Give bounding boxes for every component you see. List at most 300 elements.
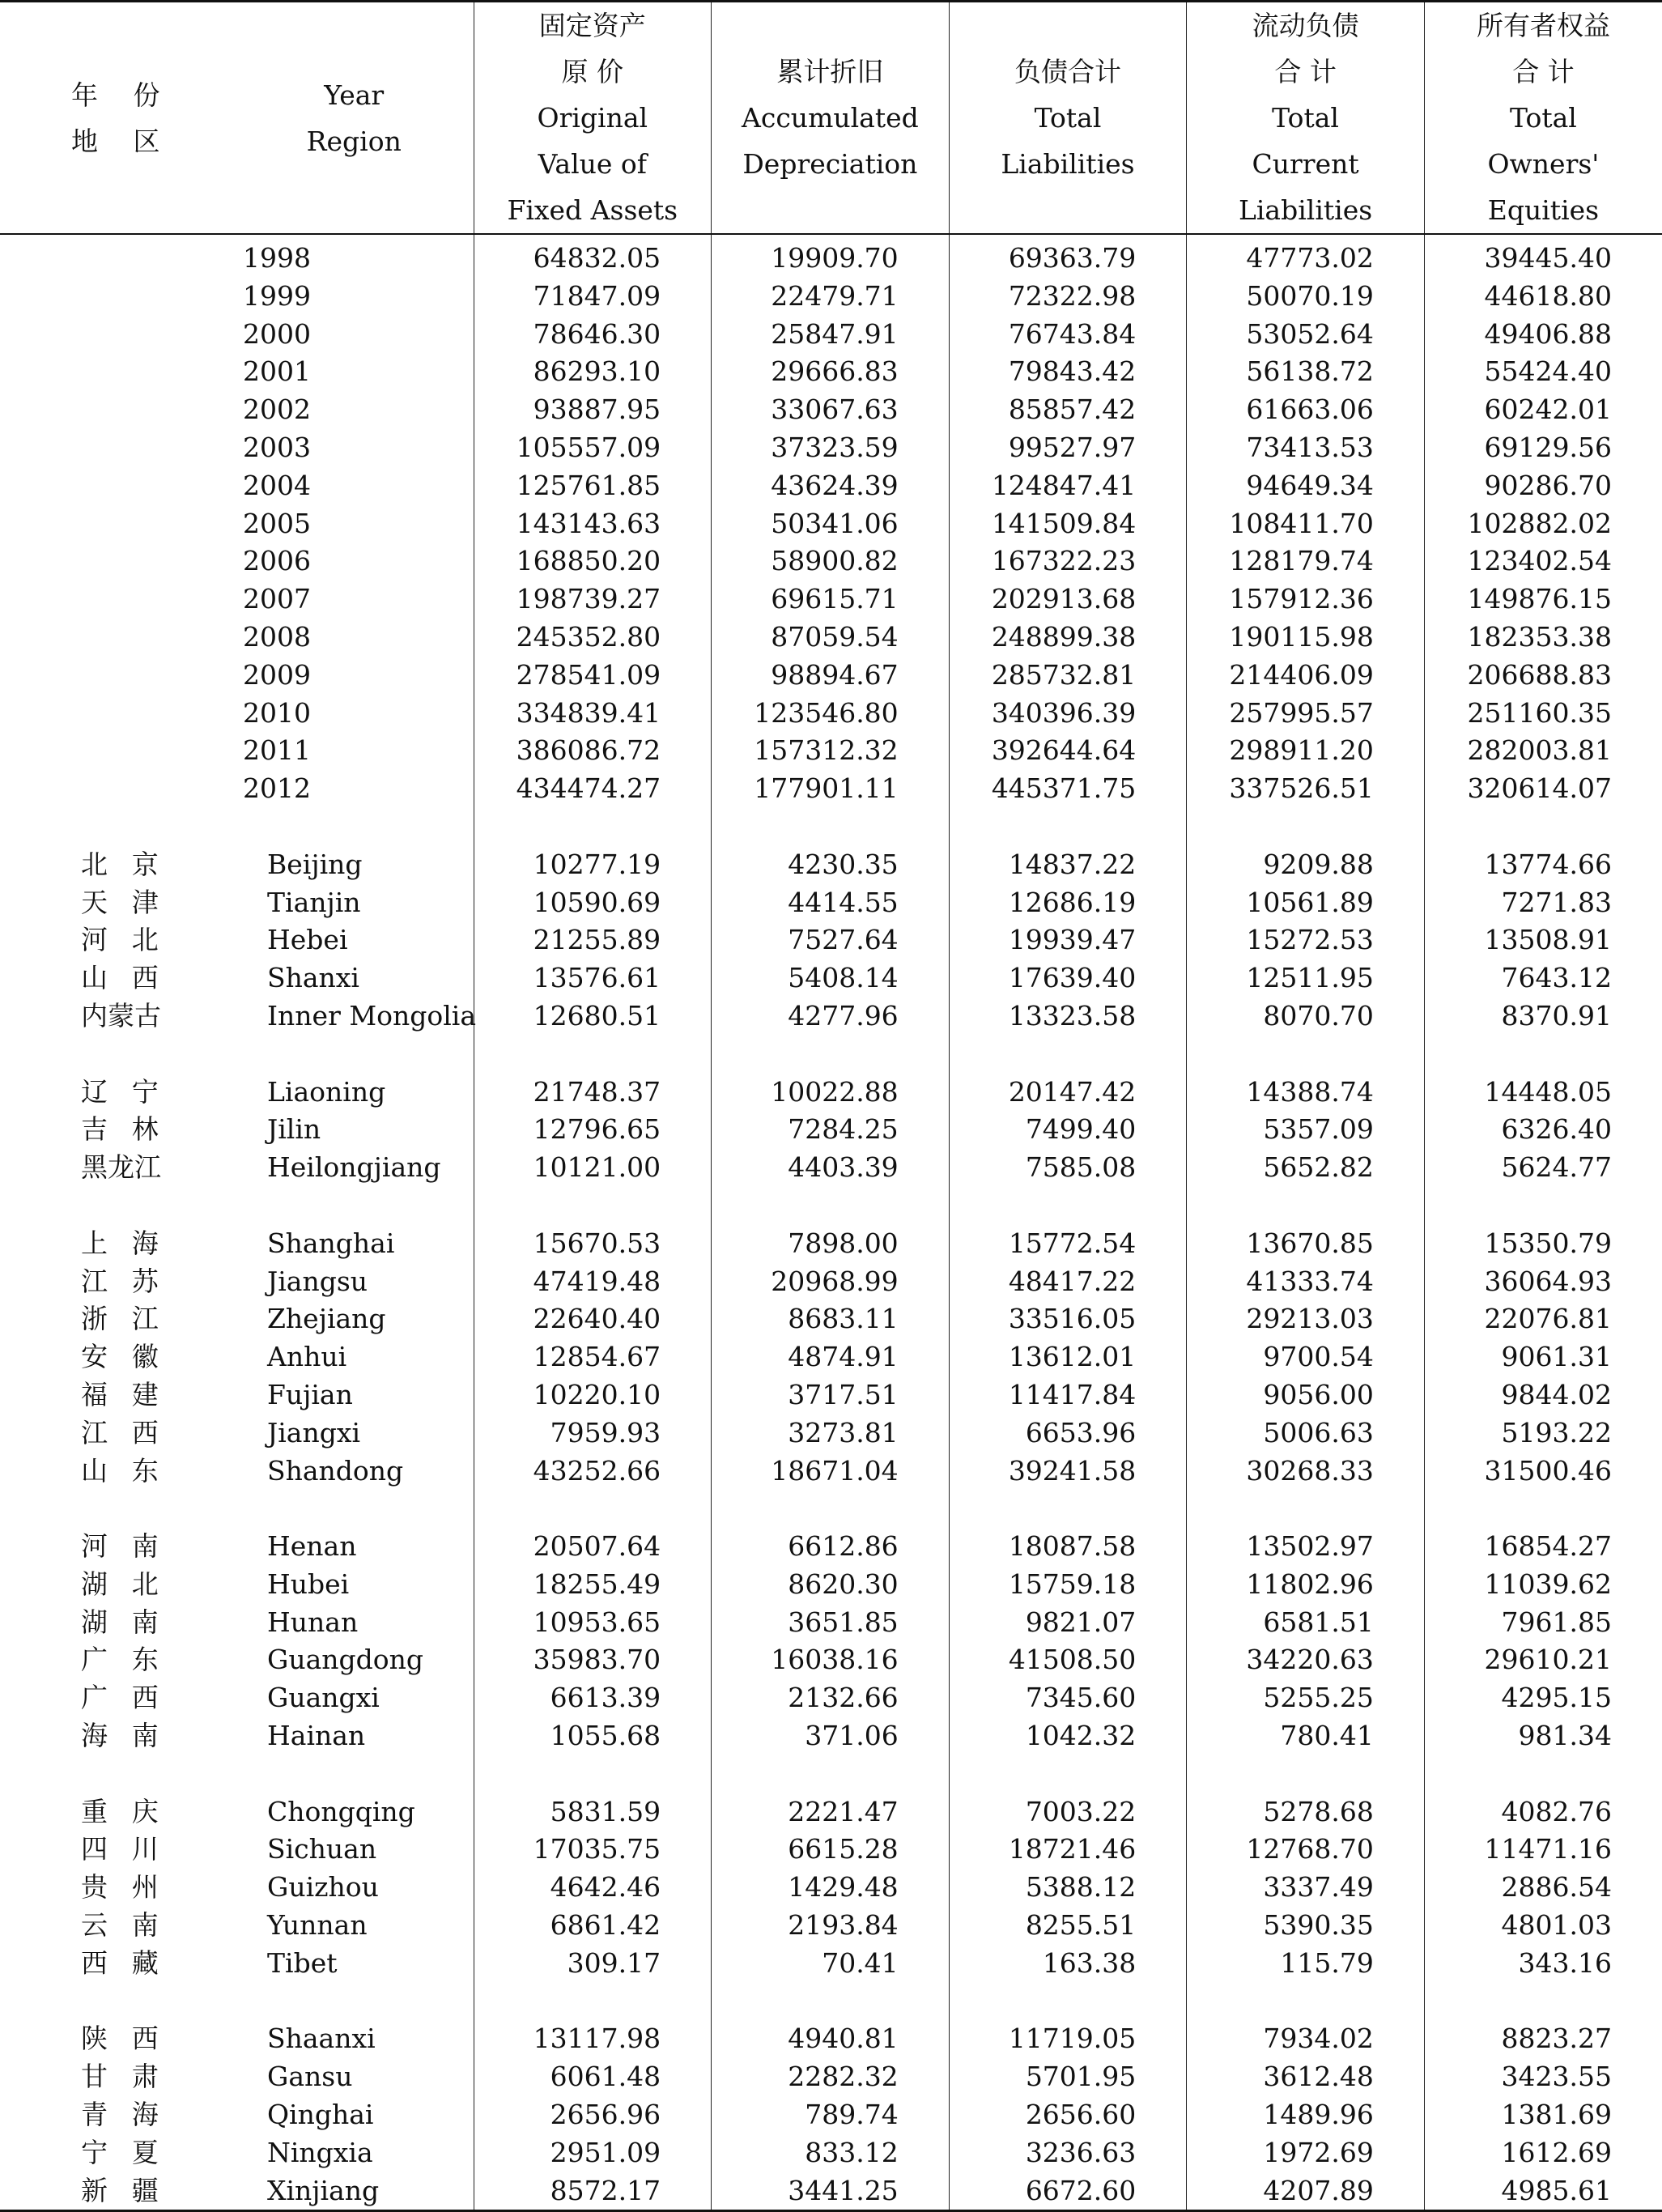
year-cell: 2012 bbox=[243, 772, 311, 805]
year-cell: 2000 bbox=[243, 317, 311, 350]
fixed-assets-cell: 78646.30 bbox=[474, 316, 712, 354]
group-spacer-row bbox=[0, 1490, 1662, 1528]
spacer-cell bbox=[1187, 1755, 1425, 1793]
fixed-assets-cell: 47419.48 bbox=[474, 1263, 712, 1301]
fixed-assets-cell: 434474.27 bbox=[474, 770, 712, 808]
depreciation-cell: 70.41 bbox=[712, 1945, 950, 1983]
region-en-cell: Anhui bbox=[267, 1341, 347, 1373]
total-liabilities-cell: 18721.46 bbox=[949, 1831, 1187, 1869]
year-cell: 2002 bbox=[243, 393, 311, 426]
region-row bbox=[0, 2172, 1662, 2211]
year-zh-empty-cell bbox=[0, 391, 235, 429]
year-zh-empty-cell bbox=[0, 770, 235, 808]
current-liabilities-cell: 34220.63 bbox=[1187, 1641, 1425, 1679]
region-zh-cell: 海南 bbox=[81, 1720, 183, 1752]
depreciation-cell: 69615.71 bbox=[712, 581, 950, 619]
depreciation-cell: 6612.86 bbox=[712, 1528, 950, 1566]
depreciation-cell: 1429.48 bbox=[712, 1869, 950, 1907]
total-liabilities-cell: 2656.60 bbox=[949, 2096, 1187, 2134]
depreciation-cell: 16038.16 bbox=[712, 1641, 950, 1679]
region-en-cell: Tianjin bbox=[267, 886, 361, 918]
total-liabilities-cell: 11719.05 bbox=[949, 2020, 1187, 2058]
fixed-assets-cell: 309.17 bbox=[474, 1945, 712, 1983]
region-row bbox=[0, 1414, 1662, 1453]
region-row bbox=[0, 1528, 1662, 1566]
fixed-assets-cell: 22640.40 bbox=[474, 1300, 712, 1338]
depreciation-cell: 371.06 bbox=[712, 1717, 950, 1755]
owners-equities-cell: 320614.07 bbox=[1424, 770, 1662, 808]
depreciation-cell: 177901.11 bbox=[712, 770, 950, 808]
region-row bbox=[0, 1453, 1662, 1491]
region-en-cell: Beijing bbox=[267, 848, 363, 880]
current-liabilities-cell: 5390.35 bbox=[1187, 1907, 1425, 1945]
region-row bbox=[0, 1641, 1662, 1679]
owners-equities-cell: 31500.46 bbox=[1424, 1453, 1662, 1491]
owners-equities-cell: 69129.56 bbox=[1424, 429, 1662, 467]
depreciation-cell: 4874.91 bbox=[712, 1338, 950, 1376]
depreciation-cell: 18671.04 bbox=[712, 1453, 950, 1491]
spacer-cell bbox=[0, 1983, 235, 2021]
total-liabilities-cell: 340396.39 bbox=[949, 695, 1187, 733]
region-zh-cell: 贵州 bbox=[81, 1871, 183, 1904]
depreciation-cell: 98894.67 bbox=[712, 657, 950, 695]
owners-equities-cell: 7643.12 bbox=[1424, 959, 1662, 998]
owners-equities-header: 所有者权益 合 计 Total Owners' Equities bbox=[1424, 2, 1662, 235]
year-zh-empty-cell bbox=[0, 505, 235, 543]
region-zh-cell: 浙江 bbox=[81, 1303, 183, 1335]
owners-equities-cell: 22076.81 bbox=[1424, 1300, 1662, 1338]
fixed-assets-cell: 10590.69 bbox=[474, 884, 712, 922]
current-liabilities-cell: 12511.95 bbox=[1187, 959, 1425, 998]
current-liabilities-cell: 5006.63 bbox=[1187, 1414, 1425, 1453]
region-zh-cell: 四川 bbox=[81, 1833, 183, 1865]
spacer-cell bbox=[712, 1983, 950, 2021]
region-zh-cell: 云南 bbox=[81, 1909, 183, 1942]
region-zh-cell: 江西 bbox=[81, 1416, 183, 1448]
depreciation-cell: 3273.81 bbox=[712, 1414, 950, 1453]
region-zh-cell: 山东 bbox=[81, 1454, 183, 1487]
spacer-cell bbox=[1187, 1490, 1425, 1528]
fixed-assets-cell: 8572.17 bbox=[474, 2172, 712, 2211]
year-row bbox=[0, 542, 1662, 581]
current-liabilities-cell: 73413.53 bbox=[1187, 429, 1425, 467]
current-liabilities-cell: 3337.49 bbox=[1187, 1869, 1425, 1907]
fixed-assets-cell: 2656.96 bbox=[474, 2096, 712, 2134]
fixed-assets-cell: 21748.37 bbox=[474, 1074, 712, 1112]
depreciation-cell: 8620.30 bbox=[712, 1566, 950, 1604]
spacer-cell bbox=[1187, 1983, 1425, 2021]
year-zh-empty-cell bbox=[0, 581, 235, 619]
current-liabilities-cell: 9056.00 bbox=[1187, 1376, 1425, 1414]
owners-equities-cell: 7271.83 bbox=[1424, 884, 1662, 922]
region-en-cell: Tibet bbox=[267, 1946, 338, 1979]
owners-equities-cell: 7961.85 bbox=[1424, 1604, 1662, 1642]
year-row bbox=[0, 234, 1662, 278]
owners-equities-cell: 8823.27 bbox=[1424, 2020, 1662, 2058]
owners-equities-cell: 206688.83 bbox=[1424, 657, 1662, 695]
fixed-assets-cell: 198739.27 bbox=[474, 581, 712, 619]
fixed-assets-cell: 10277.19 bbox=[474, 846, 712, 884]
year-row bbox=[0, 657, 1662, 695]
region-zh-cell: 河北 bbox=[81, 924, 183, 956]
owners-equities-cell: 5624.77 bbox=[1424, 1149, 1662, 1187]
region-en-cell: Inner Mongolia bbox=[267, 999, 477, 1032]
owners-equities-cell: 6326.40 bbox=[1424, 1111, 1662, 1149]
depreciation-cell: 3651.85 bbox=[712, 1604, 950, 1642]
owners-equities-cell: 343.16 bbox=[1424, 1945, 1662, 1983]
region-row bbox=[0, 1907, 1662, 1945]
depreciation-header: 累计折旧 Accumulated Depreciation bbox=[712, 2, 950, 235]
region-row bbox=[0, 1793, 1662, 1831]
region-row bbox=[0, 2096, 1662, 2134]
region-en-cell: Hebei bbox=[267, 924, 348, 956]
region-en-cell: Shaanxi bbox=[267, 2023, 376, 2055]
depreciation-cell: 2193.84 bbox=[712, 1907, 950, 1945]
current-liabilities-cell: 61663.06 bbox=[1187, 391, 1425, 429]
year-row bbox=[0, 695, 1662, 733]
depreciation-cell: 789.74 bbox=[712, 2096, 950, 2134]
region-row bbox=[0, 1225, 1662, 1263]
current-liabilities-cell: 11802.96 bbox=[1187, 1566, 1425, 1604]
fixed-assets-cell: 12680.51 bbox=[474, 998, 712, 1036]
region-row bbox=[0, 1869, 1662, 1907]
depreciation-cell: 833.12 bbox=[712, 2134, 950, 2172]
region-zh-cell: 西藏 bbox=[81, 1946, 183, 1979]
region-row bbox=[0, 1717, 1662, 1755]
current-liabilities-cell: 5652.82 bbox=[1187, 1149, 1425, 1187]
depreciation-cell: 2282.32 bbox=[712, 2058, 950, 2096]
current-liabilities-cell: 3612.48 bbox=[1187, 2058, 1425, 2096]
owners-equities-cell: 4295.15 bbox=[1424, 1679, 1662, 1717]
region-zh-cell: 新疆 bbox=[0, 2172, 235, 2211]
fixed-assets-cell: 71847.09 bbox=[474, 278, 712, 316]
region-zh-cell: 宁夏 bbox=[81, 2136, 183, 2168]
owners-equities-cell: 16854.27 bbox=[1424, 1528, 1662, 1566]
spacer-cell bbox=[712, 1036, 950, 1074]
total-liabilities-cell: 85857.42 bbox=[949, 391, 1187, 429]
depreciation-cell: 7284.25 bbox=[712, 1111, 950, 1149]
current-liabilities-cell: 8070.70 bbox=[1187, 998, 1425, 1036]
year-cell: 2011 bbox=[243, 734, 311, 767]
spacer-cell bbox=[0, 1036, 235, 1074]
total-liabilities-cell: 202913.68 bbox=[949, 581, 1187, 619]
year-region-zh-header: 年 份 地 区 bbox=[0, 2, 235, 235]
region-zh-cell: 天津 bbox=[81, 886, 183, 918]
group-spacer-row bbox=[0, 1983, 1662, 2021]
total-liabilities-cell: 285732.81 bbox=[949, 657, 1187, 695]
fixed-assets-cell: 334839.41 bbox=[474, 695, 712, 733]
spacer-cell bbox=[235, 1755, 474, 1793]
current-liabilities-cell: 50070.19 bbox=[1187, 278, 1425, 316]
current-liabilities-cell: 5278.68 bbox=[1187, 1793, 1425, 1831]
fixed-assets-cell: 10121.00 bbox=[474, 1149, 712, 1187]
total-liabilities-cell: 7499.40 bbox=[949, 1111, 1187, 1149]
fixed-assets-cell: 143143.63 bbox=[474, 505, 712, 543]
depreciation-cell: 2132.66 bbox=[712, 1679, 950, 1717]
current-liabilities-cell: 56138.72 bbox=[1187, 353, 1425, 391]
owners-equities-cell: 44618.80 bbox=[1424, 278, 1662, 316]
year-region-en-header: Year Region bbox=[235, 2, 474, 235]
spacer-cell bbox=[0, 1187, 235, 1225]
owners-equities-cell: 55424.40 bbox=[1424, 353, 1662, 391]
fixed-assets-cell: 13576.61 bbox=[474, 959, 712, 998]
depreciation-cell: 58900.82 bbox=[712, 542, 950, 581]
total-liabilities-cell: 33516.05 bbox=[949, 1300, 1187, 1338]
year-zh-empty-cell bbox=[0, 657, 235, 695]
region-row bbox=[0, 1604, 1662, 1642]
fixed-assets-cell: 12796.65 bbox=[474, 1111, 712, 1149]
spacer-cell bbox=[235, 1490, 474, 1528]
region-zh-cell: 广西 bbox=[81, 1682, 183, 1714]
total-liabilities-cell: 18087.58 bbox=[949, 1528, 1187, 1566]
fixed-assets-cell: 43252.66 bbox=[474, 1453, 712, 1491]
total-liabilities-cell: 167322.23 bbox=[949, 542, 1187, 581]
fixed-assets-cell: 245352.80 bbox=[474, 619, 712, 657]
year-cell: 2009 bbox=[243, 658, 311, 691]
year-cell: 2005 bbox=[243, 507, 311, 539]
current-liabilities-cell: 41333.74 bbox=[1187, 1263, 1425, 1301]
group-spacer-row bbox=[0, 1755, 1662, 1793]
region-zh-cell: 黑龙江 bbox=[81, 1151, 161, 1184]
region-row bbox=[0, 921, 1662, 959]
depreciation-cell: 3717.51 bbox=[712, 1376, 950, 1414]
region-en-cell: Jilin bbox=[267, 1113, 321, 1146]
total-liabilities-cell: 124847.41 bbox=[949, 467, 1187, 505]
owners-equities-cell: 1612.69 bbox=[1424, 2134, 1662, 2172]
total-liabilities-cell: 69363.79 bbox=[949, 234, 1187, 278]
region-zh-cell: 福建 bbox=[81, 1378, 183, 1410]
total-liabilities-cell: 7585.08 bbox=[949, 1149, 1187, 1187]
total-liabilities-cell: 99527.97 bbox=[949, 429, 1187, 467]
fixed-assets-cell: 21255.89 bbox=[474, 921, 712, 959]
year-row bbox=[0, 278, 1662, 316]
year-row bbox=[0, 581, 1662, 619]
fixed-assets-cell: 13117.98 bbox=[474, 2020, 712, 2058]
spacer-cell bbox=[1424, 1490, 1662, 1528]
region-zh-cell: 广东 bbox=[81, 1644, 183, 1676]
spacer-cell bbox=[0, 808, 235, 846]
current-liabilities-cell: 128179.74 bbox=[1187, 542, 1425, 581]
fixed-assets-cell: 10220.10 bbox=[474, 1376, 712, 1414]
region-zh-cell: 上海 bbox=[81, 1227, 183, 1259]
depreciation-cell: 37323.59 bbox=[712, 429, 950, 467]
spacer-cell bbox=[712, 1755, 950, 1793]
region-en-cell: Guangdong bbox=[267, 1644, 424, 1676]
spacer-cell bbox=[1187, 1187, 1425, 1225]
owners-equities-cell: 981.34 bbox=[1424, 1717, 1662, 1755]
year-cell: 2001 bbox=[243, 355, 311, 388]
region-en-cell: Ningxia bbox=[267, 2136, 373, 2168]
owners-equities-cell: 14448.05 bbox=[1424, 1074, 1662, 1112]
region-en-cell: Henan bbox=[267, 1530, 357, 1563]
year-row bbox=[0, 619, 1662, 657]
owners-equities-cell: 282003.81 bbox=[1424, 732, 1662, 770]
fixed-assets-cell: 386086.72 bbox=[474, 732, 712, 770]
region-en-cell: Jiangxi bbox=[267, 1416, 361, 1448]
year-zh-empty-cell bbox=[0, 278, 235, 316]
spacer-cell bbox=[1187, 808, 1425, 846]
depreciation-cell: 8683.11 bbox=[712, 1300, 950, 1338]
year-zh-empty-cell bbox=[0, 695, 235, 733]
spacer-cell bbox=[949, 1036, 1187, 1074]
depreciation-cell: 4230.35 bbox=[712, 846, 950, 884]
region-row bbox=[0, 1376, 1662, 1414]
depreciation-cell: 20968.99 bbox=[712, 1263, 950, 1301]
spacer-cell bbox=[1424, 808, 1662, 846]
region-row bbox=[0, 1149, 1662, 1187]
year-row bbox=[0, 770, 1662, 808]
region-row bbox=[0, 1263, 1662, 1301]
fixed-assets-cell: 4642.46 bbox=[474, 1869, 712, 1907]
total-liabilities-cell: 20147.42 bbox=[949, 1074, 1187, 1112]
owners-equities-cell: 182353.38 bbox=[1424, 619, 1662, 657]
fixed-assets-cell: 6061.48 bbox=[474, 2058, 712, 2096]
spacer-cell bbox=[949, 1187, 1187, 1225]
owners-equities-cell: 13774.66 bbox=[1424, 846, 1662, 884]
fixed-assets-cell: 168850.20 bbox=[474, 542, 712, 581]
current-liabilities-cell: 108411.70 bbox=[1187, 505, 1425, 543]
current-liabilities-cell: 214406.09 bbox=[1187, 657, 1425, 695]
spacer-cell bbox=[949, 1983, 1187, 2021]
region-zh-cell: 辽宁 bbox=[81, 1075, 183, 1108]
current-liabilities-cell: 30268.33 bbox=[1187, 1453, 1425, 1491]
depreciation-cell: 22479.71 bbox=[712, 278, 950, 316]
current-liabilities-cell: 298911.20 bbox=[1187, 732, 1425, 770]
total-liabilities-cell: 79843.42 bbox=[949, 353, 1187, 391]
total-liabilities-cell: 5701.95 bbox=[949, 2058, 1187, 2096]
fixed-assets-cell: 6613.39 bbox=[474, 1679, 712, 1717]
owners-equities-cell: 11471.16 bbox=[1424, 1831, 1662, 1869]
total-liabilities-cell: 8255.51 bbox=[949, 1907, 1187, 1945]
owners-equities-cell: 4985.61 bbox=[1424, 2172, 1662, 2211]
total-liabilities-cell: 11417.84 bbox=[949, 1376, 1187, 1414]
depreciation-cell: 10022.88 bbox=[712, 1074, 950, 1112]
owners-equities-cell: 60242.01 bbox=[1424, 391, 1662, 429]
region-row bbox=[0, 846, 1662, 884]
owners-equities-cell: 29610.21 bbox=[1424, 1641, 1662, 1679]
owners-equities-cell: 1381.69 bbox=[1424, 2096, 1662, 2134]
depreciation-cell: 3441.25 bbox=[712, 2172, 950, 2211]
total-liabilities-cell: 14837.22 bbox=[949, 846, 1187, 884]
owners-equities-cell: 8370.91 bbox=[1424, 998, 1662, 1036]
region-row bbox=[0, 1338, 1662, 1376]
region-row bbox=[0, 998, 1662, 1036]
fixed-assets-cell: 17035.75 bbox=[474, 1831, 712, 1869]
owners-equities-cell: 149876.15 bbox=[1424, 581, 1662, 619]
total-liabilities-cell: 17639.40 bbox=[949, 959, 1187, 998]
year-zh-empty-cell bbox=[0, 619, 235, 657]
region-row bbox=[0, 959, 1662, 998]
region-row bbox=[0, 1111, 1662, 1149]
total-liabilities-cell: 392644.64 bbox=[949, 732, 1187, 770]
total-liabilities-cell: 6672.60 bbox=[949, 2172, 1187, 2211]
year-zh-empty-cell bbox=[0, 542, 235, 581]
region-zh-cell: 安徽 bbox=[81, 1341, 183, 1373]
spacer-cell bbox=[712, 1490, 950, 1528]
region-zh-cell: 吉林 bbox=[81, 1113, 183, 1146]
owners-equities-cell: 9061.31 bbox=[1424, 1338, 1662, 1376]
depreciation-cell: 29666.83 bbox=[712, 353, 950, 391]
year-zh-empty-cell bbox=[0, 732, 235, 770]
region-en-cell: Shanghai bbox=[267, 1227, 395, 1259]
owners-equities-cell: 4082.76 bbox=[1424, 1793, 1662, 1831]
depreciation-cell: 123546.80 bbox=[712, 695, 950, 733]
table-header-row bbox=[0, 2, 1662, 235]
year-row bbox=[0, 429, 1662, 467]
region-en-cell: Fujian bbox=[267, 1378, 353, 1410]
year-row bbox=[0, 732, 1662, 770]
current-liabilities-cell: 94649.34 bbox=[1187, 467, 1425, 505]
depreciation-cell: 7898.00 bbox=[712, 1225, 950, 1263]
region-zh-cell: 青海 bbox=[81, 2099, 183, 2131]
spacer-cell bbox=[0, 1755, 235, 1793]
total-liabilities-cell: 3236.63 bbox=[949, 2134, 1187, 2172]
region-en-cell: Guizhou bbox=[267, 1871, 379, 1904]
fixed-assets-cell: 6861.42 bbox=[474, 1907, 712, 1945]
owners-equities-cell: 123402.54 bbox=[1424, 542, 1662, 581]
owners-equities-cell: 4801.03 bbox=[1424, 1907, 1662, 1945]
depreciation-cell: 87059.54 bbox=[712, 619, 950, 657]
depreciation-cell: 43624.39 bbox=[712, 467, 950, 505]
current-liabilities-cell: 115.79 bbox=[1187, 1945, 1425, 1983]
region-en-cell: Qinghai bbox=[267, 2099, 374, 2131]
spacer-cell bbox=[474, 808, 712, 846]
total-liabilities-cell: 13612.01 bbox=[949, 1338, 1187, 1376]
total-liabilities-header: 负债合计 Total Liabilities bbox=[949, 2, 1187, 235]
spacer-cell bbox=[712, 808, 950, 846]
fixed-assets-cell: 105557.09 bbox=[474, 429, 712, 467]
total-liabilities-cell: 39241.58 bbox=[949, 1453, 1187, 1491]
depreciation-cell: 7527.64 bbox=[712, 921, 950, 959]
region-en-cell: Zhejiang bbox=[267, 1303, 386, 1335]
fixed-assets-cell: 2951.09 bbox=[474, 2134, 712, 2172]
region-row bbox=[0, 1300, 1662, 1338]
region-en-cell: Jiangsu bbox=[267, 1265, 368, 1297]
region-row bbox=[0, 2020, 1662, 2058]
depreciation-cell: 2221.47 bbox=[712, 1793, 950, 1831]
current-liabilities-cell: 12768.70 bbox=[1187, 1831, 1425, 1869]
fixed-assets-cell: 1055.68 bbox=[474, 1717, 712, 1755]
region-zh-cell: 江苏 bbox=[81, 1265, 183, 1297]
spacer-cell bbox=[1187, 1036, 1425, 1074]
region-en-cell: Hubei bbox=[267, 1568, 350, 1600]
region-en-cell: Sichuan bbox=[267, 1833, 377, 1865]
fixed-assets-cell: 93887.95 bbox=[474, 391, 712, 429]
depreciation-cell: 4403.39 bbox=[712, 1149, 950, 1187]
current-liabilities-cell: 14388.74 bbox=[1187, 1074, 1425, 1112]
current-liabilities-cell: 10561.89 bbox=[1187, 884, 1425, 922]
region-en-cell: Shanxi bbox=[267, 962, 359, 994]
owners-equities-cell: 49406.88 bbox=[1424, 316, 1662, 354]
region-en-cell: Yunnan bbox=[267, 1909, 368, 1942]
current-liabilities-cell: 7934.02 bbox=[1187, 2020, 1425, 2058]
depreciation-cell: 6615.28 bbox=[712, 1831, 950, 1869]
owners-equities-cell: 102882.02 bbox=[1424, 505, 1662, 543]
year-row bbox=[0, 505, 1662, 543]
owners-equities-cell: 15350.79 bbox=[1424, 1225, 1662, 1263]
depreciation-cell: 19909.70 bbox=[712, 234, 950, 278]
spacer-cell bbox=[474, 1983, 712, 2021]
region-zh-cell: 内蒙古 bbox=[81, 999, 161, 1032]
current-liabilities-cell: 9209.88 bbox=[1187, 846, 1425, 884]
region-en-cell: Liaoning bbox=[267, 1075, 386, 1108]
year-zh-empty-cell bbox=[0, 353, 235, 391]
year-row bbox=[0, 391, 1662, 429]
owners-equities-cell: 9844.02 bbox=[1424, 1376, 1662, 1414]
region-row bbox=[0, 1566, 1662, 1604]
region-en-cell: Heilongjiang bbox=[267, 1151, 441, 1184]
owners-equities-cell: 2886.54 bbox=[1424, 1869, 1662, 1907]
